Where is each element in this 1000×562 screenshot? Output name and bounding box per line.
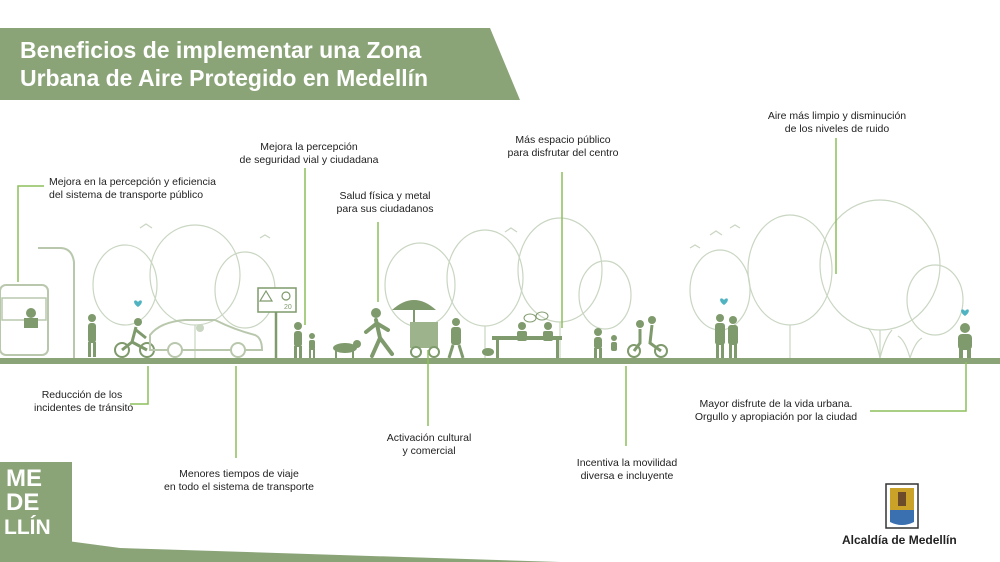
benefit-line-2: del sistema de transporte público	[49, 189, 204, 201]
logo-line-2: DE	[6, 489, 40, 516]
plants-icon	[868, 328, 922, 358]
tandem-cyclist-icon	[628, 316, 667, 357]
benefit-movilidad	[566, 457, 688, 483]
benefit-line-2: de los niveles de ruido	[784, 123, 890, 135]
couple-icon	[715, 314, 738, 358]
benefit-line-2: y comercial	[402, 445, 456, 457]
benefit-line-2: para sus ciudadanos	[336, 203, 434, 215]
benefit-line-2: Orgullo y apropiación por la ciudad	[694, 411, 858, 423]
heart-icon	[720, 298, 728, 305]
pedestrian-icon	[88, 314, 96, 357]
benefit-line-1: Menores tiempos de viaje	[179, 468, 299, 480]
coat-of-arms-icon	[884, 482, 920, 530]
callout-line-vida	[870, 362, 966, 411]
title-line-1: Beneficios de implementar una Zona	[20, 37, 422, 63]
benefit-line-1: Mayor disfrute de la vida urbana.	[699, 398, 853, 410]
benefit-line-1: Aire más limpio y disminución	[767, 110, 907, 122]
benefit-transporte-publico	[49, 176, 216, 202]
benefit-vida-urbana	[688, 398, 864, 424]
heart-icon	[961, 309, 969, 316]
medellin-logo	[0, 462, 560, 562]
benefit-transito	[34, 389, 134, 415]
benefit-aire-limpio	[756, 110, 918, 136]
family-icon	[294, 322, 315, 358]
dog-icon	[333, 340, 361, 358]
cyclist-icon	[115, 318, 154, 357]
alcaldia-label: Alcaldía de Medellín	[842, 533, 957, 547]
heart-icon	[134, 300, 142, 307]
callout-line-transito	[130, 366, 148, 404]
benefit-cultural	[376, 432, 482, 458]
benefit-line-2: para disfrutar del centro	[507, 147, 619, 159]
traffic-sign-icon	[258, 288, 296, 358]
speed-limit-label: 20	[284, 304, 292, 311]
person-icon	[958, 323, 972, 358]
vendor-cart-icon	[392, 300, 463, 358]
benefit-line-2: diversa e incluyente	[580, 470, 674, 482]
benefit-seguridad-vial	[228, 141, 390, 167]
bench-icon	[482, 312, 562, 358]
children-icon	[594, 328, 617, 358]
benefit-line-2: de seguridad vial y ciudadana	[239, 154, 379, 166]
benefit-line-1: Mejora en la percepción y eficiencia	[49, 176, 216, 188]
benefit-espacio-publico	[494, 134, 632, 160]
street-lamp-icon	[38, 248, 74, 358]
ground-line	[0, 358, 1000, 364]
benefit-line-2: en todo el sistema de transporte	[163, 481, 314, 493]
runner-icon	[366, 308, 392, 356]
car-icon	[150, 320, 262, 357]
benefit-line-2: incidentes de tránsito	[34, 402, 134, 414]
bus-icon	[0, 285, 48, 355]
benefit-line-1: Más espacio público	[515, 134, 611, 146]
logo-line-1: ME	[6, 465, 42, 492]
title-line-2: Urbana de Aire Protegido en Medellín	[20, 65, 429, 91]
benefit-line-1: Incentiva la movilidad	[576, 457, 678, 469]
background-trees	[93, 200, 963, 358]
callout-line-transporte	[18, 186, 44, 282]
benefit-line-1: Mejora la percepción	[260, 141, 358, 153]
benefit-line-1: Activación cultural	[386, 432, 472, 444]
benefit-salud	[325, 190, 445, 216]
logo-line-3: LLÍN	[4, 516, 51, 539]
benefit-line-1: Salud física y metal	[339, 190, 431, 202]
benefit-line-1: Reducción de los	[41, 389, 123, 401]
